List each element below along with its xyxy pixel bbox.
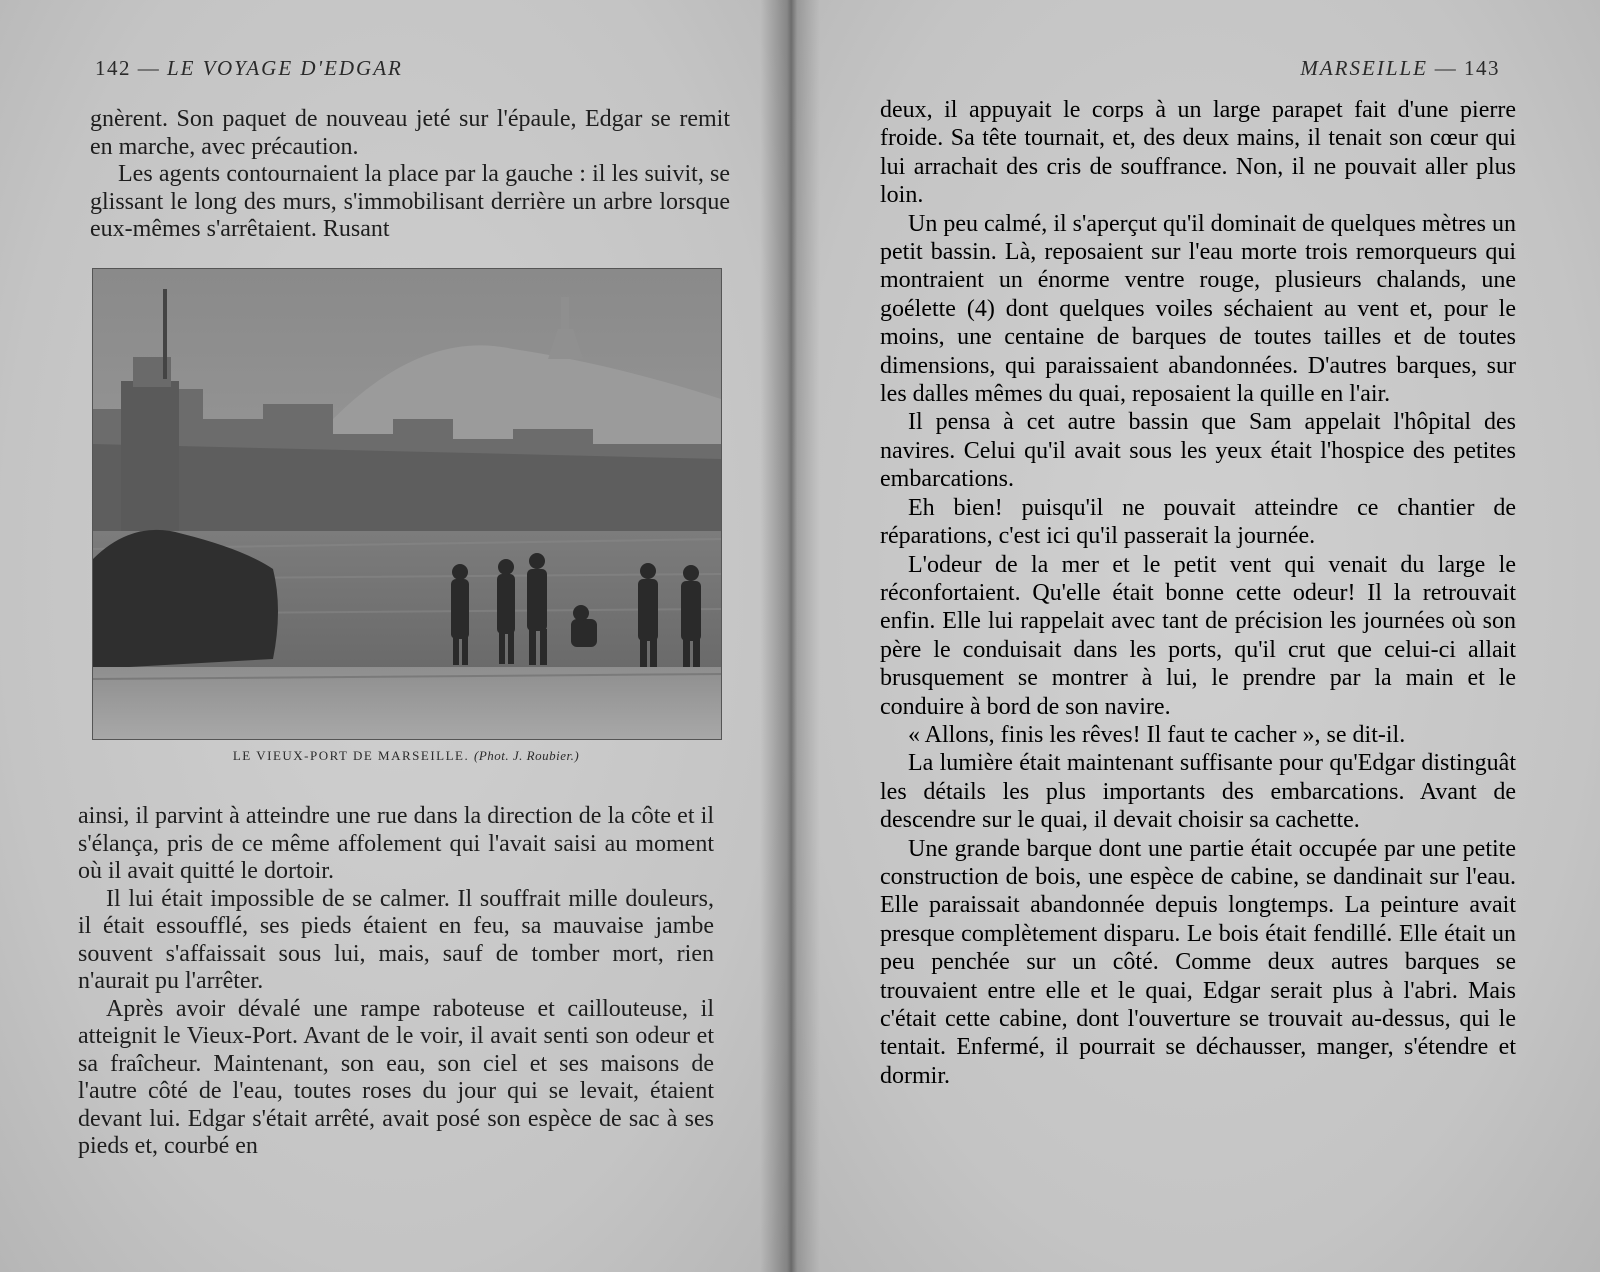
- photo-caption: [92, 748, 720, 764]
- paragraph: Après avoir dévalé une rampe raboteuse et caillouteuse, il atteignit le Vieux-Port. Avant de le voir, il avait senti son odeur et sa fraîcheur. Maintenant, son eau, son ciel et ses maisons de l'autre côté de l'eau, toutes roses du jour qui se levait, étaient devant lui. Edgar s'était arrêté, avait posé son espèce de sac à ses pieds et, courbé en: [78, 995, 714, 1159]
- paragraph: Il lui était impossible de se calmer. Il souffrait mille douleurs, il était essoufflé, ses pieds étaient en feu, sa mauvaise jambe souvent s'affaissait sous lui, mais, sauf de tomber mort, rien n'aurait pu l'arrêter.: [78, 885, 714, 994]
- left-running-head: [95, 56, 403, 81]
- right-head-dash: —: [1434, 56, 1458, 80]
- photo-credit: (Phot. J. Roubier.): [473, 748, 580, 763]
- paragraph: ainsi, il parvint à atteindre une rue dans la direction de la côte et il s'élança, pris de ce même affolement qui l'avait saisi au moment où il avait quitté le dortoir.: [78, 803, 714, 884]
- caption-text: LE VIEUX-PORT DE MARSEILLE.: [232, 748, 470, 763]
- paragraph: Eh bien! puisqu'il ne pouvait atteindre ce chantier de réparations, c'est ici qu'il passerait la journée.: [880, 494, 1516, 550]
- left-page: [0, 0, 790, 1272]
- paragraph: gnèrent. Son paquet de nouveau jeté sur l'épaule, Edgar se remit en marche, avec précaution.: [90, 106, 730, 160]
- paragraph: Les agents contournaient la place par la gauche : il les suivit, se glissant le long des murs, s'immobilisant derrière un arbre lorsque eux-mêmes s'arrêtaient. Rusant: [90, 161, 730, 242]
- vieux-port-photo: [92, 268, 722, 740]
- right-page-number: 143: [1464, 56, 1500, 80]
- paragraph: Une grande barque dont une partie était occupée par une petite construction de bois, une espèce de cabine, se dandinait sur l'eau. Elle paraissait abandonnée depuis longtemps. La peinture avait presque complètement disparu. Le bois était fendillé. Elle était un peu penchée sur un côté. Comme deux autres barques se trouvaient entre elle et le quai, Edgar serait plus à l'abri. Mais c'était cette cabine, dont l'ouverture se trouvait au-dessus, qui le tentait. Enfermé, il pourrait se déchausser, manger, s'étendre et dormir.: [880, 835, 1516, 1089]
- left-page-number: 142: [95, 56, 131, 80]
- left-head-dash: —: [137, 56, 161, 80]
- left-top-text: [90, 106, 730, 244]
- paragraph: Il pensa à cet autre bassin que Sam appelait l'hôpital des navires. Celui qu'il avait sous les yeux était l'hospice des petites embarcations.: [880, 409, 1516, 493]
- photo-illustration: [93, 269, 721, 739]
- left-bottom-text: [78, 803, 714, 1161]
- paragraph: Un peu calmé, il s'aperçut qu'il dominait de quelques mètres un petit bassin. Là, reposaient sur l'eau morte trois remorqueurs qui montraient un énorme ventre rouge, plusieurs chalands, une goélette (4) dont quelques voiles séchaient au vent et, pour le moins, une centaine de barques de toutes tailles et de toutes dimensions, qui paraissaient abandonnées. D'autres barques, sur les dalles mêmes du quai, reposaient la quille en l'air.: [880, 210, 1516, 408]
- book-title: LE VOYAGE D'EDGAR: [167, 56, 403, 80]
- paragraph: La lumière était maintenant suffisante pour qu'Edgar distinguât les détails les plus importants des embarcations. Avant de descendre sur le quai, il devait choisir sa cachette.: [880, 750, 1516, 834]
- paragraph: « Allons, finis les rêves! Il faut te cacher », se dit-il.: [908, 721, 1406, 748]
- paragraph: L'odeur de la mer et le petit vent qui venait du large le réconfortaient. Qu'elle était bonne cette odeur! Il la retrouvait enfin. Elle lui rappelait avec tant de précision les journées où son père le conduisait dans les ports, qu'il crut que celui-ci allait brusquement se montrer à lui, le prendre par la main et le conduire à bord de son navire.: [880, 551, 1516, 720]
- paragraph: deux, il appuyait le corps à un large parapet fait d'une pierre froide. Sa tête tournait, et, des deux mains, il tenait son cœur qui lui arrachait des cris de souffrance. Non, il ne pouvait aller plus loin.: [880, 97, 1516, 209]
- right-running-head: [1300, 56, 1500, 81]
- chapter-title: MARSEILLE: [1300, 56, 1428, 80]
- right-main-text: [880, 96, 1516, 1090]
